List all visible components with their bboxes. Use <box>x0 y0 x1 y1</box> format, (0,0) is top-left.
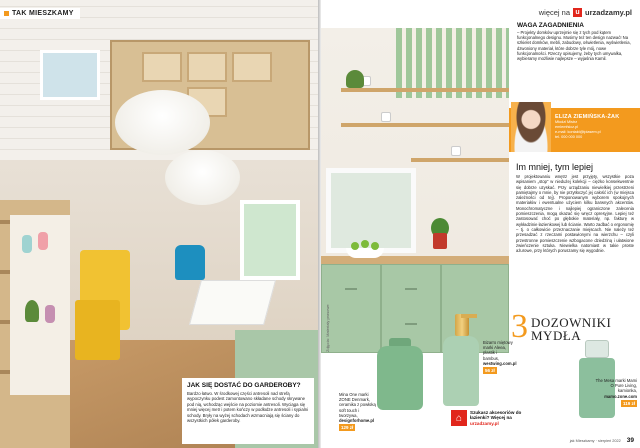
section-tag <box>0 8 80 19</box>
knob <box>405 323 417 325</box>
dispenser-3-pump <box>585 340 609 358</box>
loft-shelf <box>142 52 182 82</box>
expert-text <box>555 114 639 140</box>
product-3-price: 119 zł <box>622 400 635 406</box>
product-1-site[interactable]: designforhome.pl <box>339 418 375 424</box>
knob <box>405 288 417 290</box>
plant <box>346 70 364 88</box>
loft-shelf <box>187 52 227 82</box>
dispensers-number: 3 <box>511 308 528 345</box>
kitchen-window <box>326 168 416 253</box>
expert-role: Młodzi Mistrz <box>555 120 578 124</box>
product-2-site[interactable]: westwing.com.pl <box>483 360 517 366</box>
product-3-site[interactable]: mamo.zone.com <box>604 393 637 399</box>
section-label: TAK MIESZKAMY <box>12 10 74 17</box>
dispensers-line1: DOZOWNIKI <box>531 315 612 330</box>
vase <box>38 232 48 250</box>
product-1-price: 129 zł <box>341 425 354 431</box>
vase <box>22 235 32 253</box>
dispensers-words <box>531 316 611 342</box>
article-text: W projektowaniu wnętrz jest przyjęty, wszystkie poza wpisaniem „stop” w niedużej kolekcji – ciężko konsekwentnie się dobrze uzyskać. Przy urządzaniu niewielkiej przestrzeni pamiętajmy o mnie, by nie przytłoczyć jej całość ich (w miejsca zależności od tej). Proponowanym wyborem spokojnych materiałów i ewentualne użyciem kilku barwnych akcentów. Monochromatyczne i najlepiej ograniczone zalecenia pomieszczenia, mogą okazać się wręcz opresyjne. Lepiej też zastosować choć po głębokie materiały, np. fakturę w wykładzinie łazienkowej lub ścianie. Warto zadbać o ergonomię – tj. o całkowicie przeznaczanie miejscach. Nie należy też przesadzać z rzeczami postawionymi na wierzchu – czyli przestronne pomieszczenie wzbogacone dziedziną i ułatwione zwieńczenie sztuka. Niewielka natomiast w takie proste ażurowe, przy których poruszamy się wygodnie. <box>516 174 634 254</box>
dispenser-1 <box>377 346 423 410</box>
kitchen-photo <box>321 28 509 353</box>
wardrobe-caption <box>182 378 314 444</box>
dispensers-line2: MYDŁA <box>531 328 582 343</box>
waga-title: WAGA ZAGADNIENIA <box>517 22 584 29</box>
wardrobe-text: Bardzo łatwo. W środkowej części antresoli nad strefą wypoczynku podest zamontowano składane schody skrywane pod nią, wchodząc wejście na poziomie antresoli. Wyciąga się mniej więcej metr i potem kończy w podłodze antresoli i sypialni schody. Bryły na wyżej schodach wzmacniają się ściany do wszystkich półek garderoby. <box>187 391 309 424</box>
logo-icon: u <box>573 8 582 17</box>
waga-text: – Projekty domków uprzejmie się z tych pod kątem funkcjonalnego designu. Musimy też ten design nazwać! Na szkielet domków, mebli, zabudowy, oświetlenia, wyświetlenia, dzwoniony materiał, które dobrze tyle mój, nowe funkcjonalności. Rzeczy opisujemy, żeby tych umywalka, wybieramy możliwie najlepsze – wyjaśnia Kamil. <box>517 30 631 62</box>
dispenser-2-spout <box>461 314 477 318</box>
apple <box>371 242 379 250</box>
footer <box>570 437 634 444</box>
vase <box>45 305 55 323</box>
dining-table <box>189 280 276 325</box>
kitchen-shelf <box>411 158 509 162</box>
header-site: urzadzamy.pl <box>585 8 632 17</box>
expert-name: ELIZA ZIEMIŃSKA-ŻAK <box>555 114 620 120</box>
left-page <box>0 0 318 448</box>
footer-issue: jak Mieszkamy · sierpień 2022 <box>569 438 621 443</box>
cup <box>381 112 391 122</box>
cabinet <box>321 264 381 353</box>
product-2-text: Bizarro miętowy marki Aleea, plastik i bambus, <box>483 340 513 361</box>
cup <box>451 146 461 156</box>
expert-phone: tel. 000 000 000 <box>555 135 583 139</box>
product-3-caption <box>593 378 637 407</box>
expert-photo <box>511 102 551 152</box>
bowl <box>346 248 384 258</box>
pendant-lamp <box>115 90 210 155</box>
yellow-sofa-seat <box>75 300 120 360</box>
promo-box[interactable] <box>451 410 530 426</box>
kitchen-shelf <box>341 123 509 127</box>
promo-site[interactable]: urzadzamy.pl <box>470 420 499 426</box>
promo-body: Szukasz akcesoriów do łazienki? Więcej na <box>470 410 522 421</box>
apple <box>351 242 359 250</box>
loft-window <box>40 50 100 100</box>
house-icon: ⌂ <box>451 410 467 426</box>
product-2-price: 56 zł <box>485 368 495 374</box>
apple <box>361 240 369 248</box>
product-1-text: Mina One marki ZONE Denmark, ceramika z powłoką soft touch i tworzywa, <box>339 392 376 418</box>
expert-email[interactable]: e-mail: kontakt@lpiasem.pl <box>555 130 601 134</box>
red-pot <box>433 233 447 249</box>
dispenser-2 <box>443 336 479 406</box>
pendant-lamp <box>165 150 240 205</box>
right-page <box>321 0 640 448</box>
kitchen-shelf <box>341 88 509 92</box>
page-number: 39 <box>626 437 634 444</box>
article-heading: Im mniej, tym lepiej <box>516 162 594 172</box>
wardrobe-title: JAK SIĘ DOSTAĆ DO GARDEROBY? <box>187 382 301 389</box>
counter <box>321 256 509 264</box>
product-1-caption <box>339 392 377 431</box>
product-3-text: The Mesa marki Mami O Pure Living, kamionka, <box>595 378 637 394</box>
header-link[interactable] <box>539 8 632 17</box>
plant <box>25 300 39 322</box>
tag-square-icon <box>4 11 9 16</box>
blue-chair <box>175 245 205 280</box>
dispensers-heading <box>511 308 612 345</box>
product-2-caption <box>483 340 517 374</box>
knob <box>345 288 357 290</box>
photo-credit: Zdjęcia: Materiały prasowe <box>325 304 330 352</box>
expert-email-label: emlemfsicz.pl <box>555 125 578 129</box>
window <box>240 200 300 280</box>
promo-text <box>470 410 530 426</box>
loft-shelf <box>232 52 272 82</box>
waga-box <box>515 22 635 61</box>
header-pre: więcej na <box>538 8 571 17</box>
expert-box <box>509 108 640 152</box>
